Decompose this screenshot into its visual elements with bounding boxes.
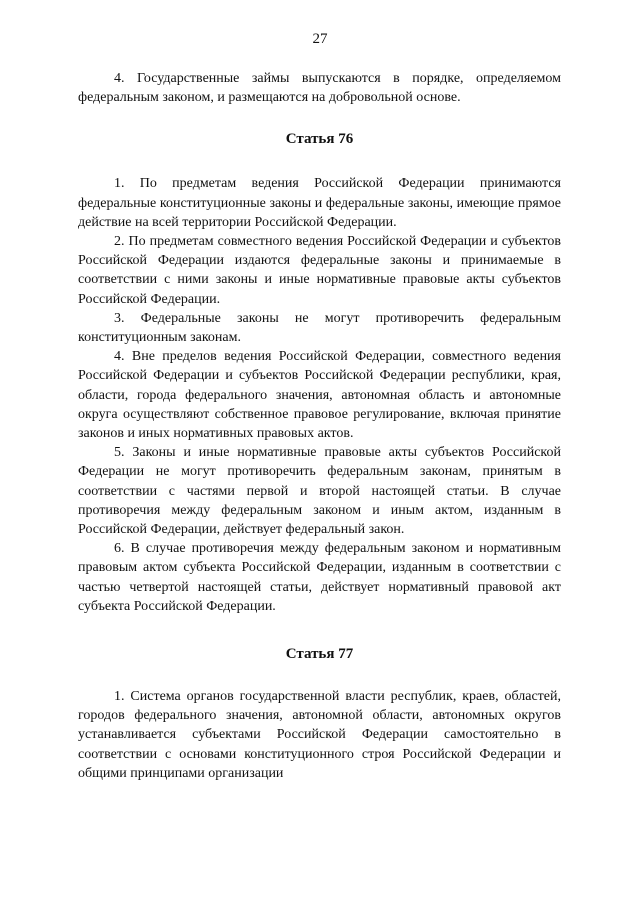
article-76-paragraph-5: 5. Законы и иные нормативные правовые акты субъектов Российской Федерации не могут противоречить федеральным законам, принятым в соответствии с частями первой и второй настоящей статьи. В случае противоречия между федеральным законом и иным актом, изданным в Российской Федерации, действует федеральный закон. [78, 445, 561, 538]
page-content [78, 69, 561, 783]
article-76-title: Статья 76 [285, 131, 354, 148]
paragraph-state-loans: 4. Государственные займы выпускаются в порядке, определяемом федеральным законом, и размещаются на добровольной основе. [78, 71, 561, 106]
article-77-title: Статья 77 [285, 646, 354, 663]
article-77-paragraph-1: 1. Система органов государственной власти республик, краев, областей, городов федерального значения, автономной области, автономных округов устанавливается субъектами Российской Федерации самостоятельно в соответствии с основами конституционного строя Российской Федерации и общими принципами организации [78, 689, 561, 781]
article-76-paragraph-6: 6. В случае противоречия между федеральным законом и нормативным правовым актом субъекта Российской Федерации, изданным в соответствии с частью четвертой настоящей статьи, действует нормативный правовой акт субъекта Российской Федерации. [78, 541, 561, 614]
page-number: 27 [312, 31, 328, 47]
article-76-paragraph-1: 1. По предметам ведения Российской Федерации принимаются федеральные конституционные законы и федеральные законы, имеющие прямое действие на всей территории Российской Федерации. [78, 176, 561, 230]
article-76-paragraph-2: 2. По предметам совместного ведения Российской Федерации и субъектов Российской Федерации издаются федеральные законы и принимаемые в соответствии с ними законы и иные нормативные правовые акты субъектов Российской Федерации. [78, 234, 561, 307]
article-76-paragraph-3: 3. Федеральные законы не могут противоречить федеральным конституционным законам. [78, 310, 561, 346]
article-76-paragraph-4: 4. Вне пределов ведения Российской Федерации, совместного ведения Российской Федерации и субъектов Российской Федерации республики, края, области, города федерального значения, автономная область и автономные округа осуществляют собственное правовое регулирование, включая принятие законов и иных нормативных правовых актов. [78, 349, 561, 442]
